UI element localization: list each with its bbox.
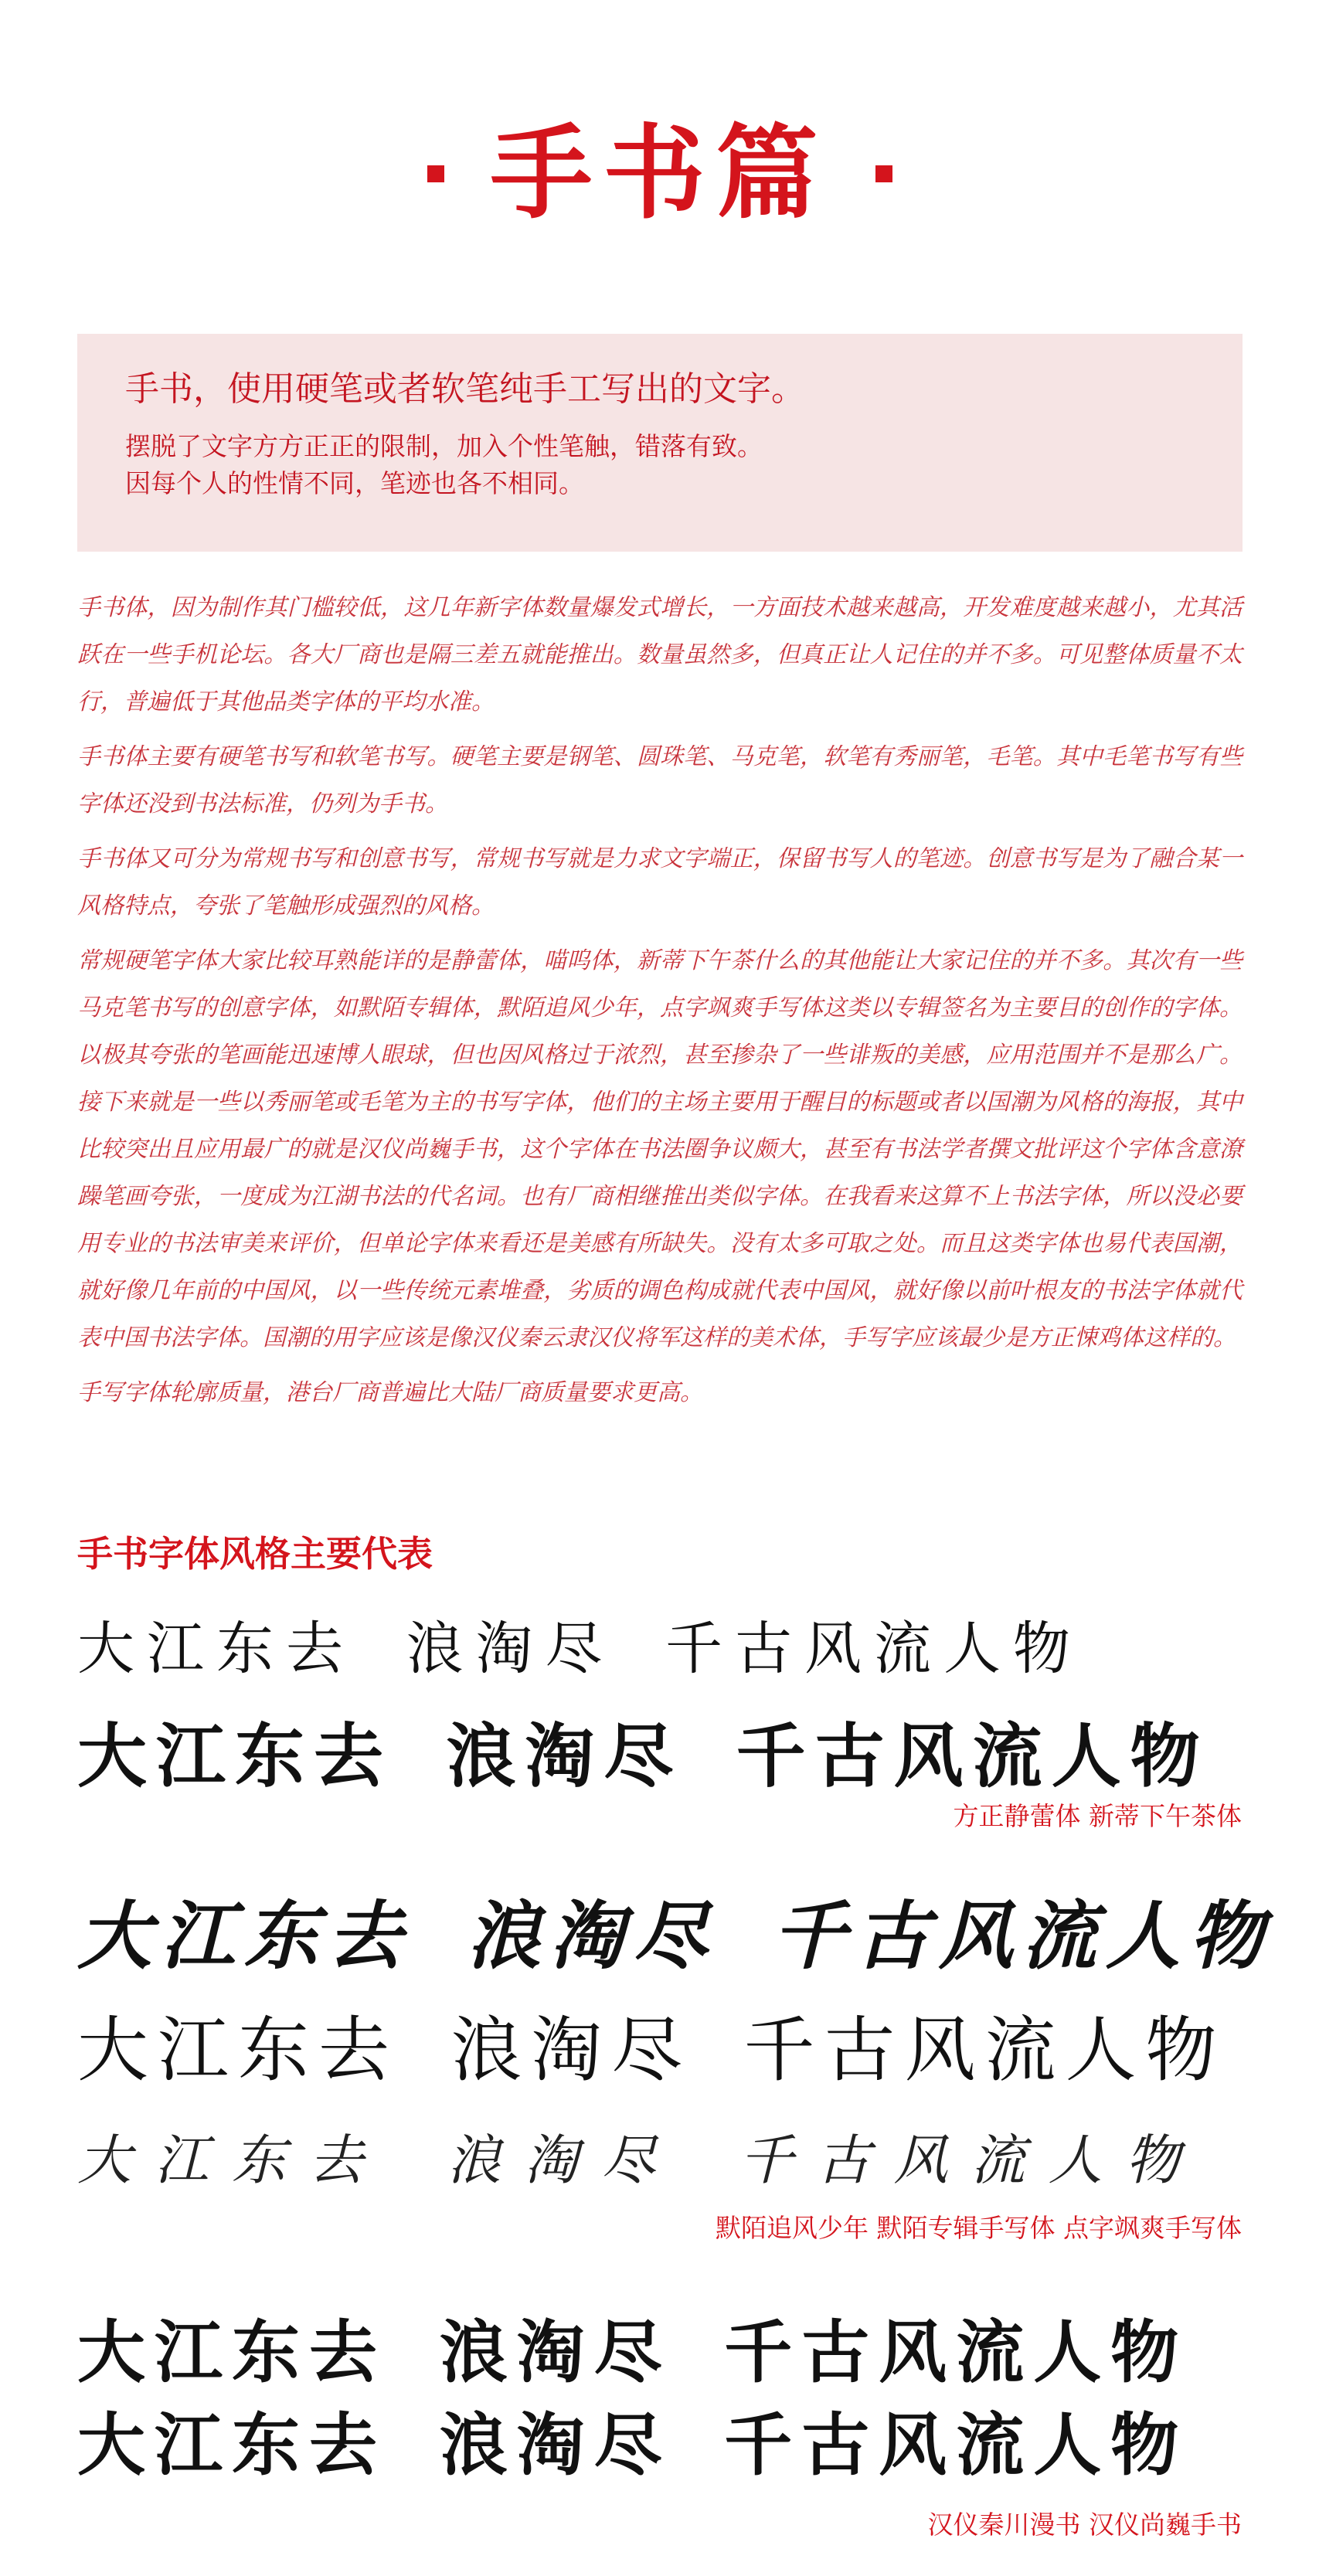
font-caption-group-2: 默陌追风少年 默陌专辑手写体 点字飒爽手写体 <box>716 2213 1242 2243</box>
font-sample-shangwei: 大江东去 浪淘尽 千古风流人物 <box>77 2405 1188 2485</box>
body-paragraph-3: 手书体又可分为常规书写和创意书写，常规书写就是力求文字端正，保留书写人的笔迹。创意书写是为了融合某一风格特点，夸张了笔触形成强烈的风格。 <box>77 845 1243 919</box>
font-sample-jinglei: 大江东去 浪淘尽 千古风流人物 <box>77 1616 1083 1682</box>
intro-box <box>77 334 1243 552</box>
title-right-dot <box>875 165 892 182</box>
intro-main-text: 手书，使用硬笔或者软笔纯手工写出的文字。 <box>125 369 805 409</box>
font-sample-dianzi-sashuang: 大江东去 浪淘尽 千古风流人物 <box>77 2129 1203 2192</box>
body-text <box>77 584 1243 1424</box>
page-title-row <box>0 116 1319 232</box>
title-left-dot <box>427 165 444 182</box>
body-paragraph-5: 手写字体轮廓质量，港台厂商普遍比大陆厂商质量要求更高。 <box>77 1379 703 1406</box>
font-caption-group-3: 汉仪秦川漫书 汉仪尚巍手书 <box>927 2510 1242 2540</box>
page-title: 手书篇 <box>490 114 829 233</box>
body-paragraph-2: 手书体主要有硬笔书写和软笔书写。硬笔主要是钢笔、圆珠笔、马克笔，软笔有秀丽笔，毛笔。其中毛笔书写有些字体还没到书法标准，仍列为手书。 <box>77 743 1243 817</box>
section-heading: 手书字体风格主要代表 <box>77 1533 433 1575</box>
font-sample-qinchuan: 大江东去 浪淘尽 千古风流人物 <box>77 2313 1188 2392</box>
font-caption-group-1: 方正静蕾体 新蒂下午茶体 <box>953 1801 1242 1831</box>
font-sample-momo-zhuifeng: 大江东去 浪淘尽 千古风流人物 <box>77 1893 1273 1980</box>
font-sample-momo-zhuanji: 大江东去 浪淘尽 千古风流人物 <box>77 2009 1226 2092</box>
intro-sub-line-2: 因每个人的性情不同，笔迹也各不相同。 <box>125 468 584 498</box>
body-paragraph-1: 手书体，因为制作其门槛较低，这几年新字体数量爆发式增长，一方面技术越来越高，开发难度越来越小，尤其活跃在一些手机论坛。各大厂商也是隔三差五就能推出。数量虽然多，但真正让人记住的并不多。可见整体质量不太行，普遍低于其他品类字体的平均水准。 <box>77 594 1243 715</box>
body-paragraph-4: 常规硬笔字体大家比较耳熟能详的是静蕾体，喵呜体，新蒂下午茶什么的其他能让大家记住的并不多。其次有一些马克笔书写的创意字体，如默陌专辑体，默陌追风少年，点字飒爽手写体这类以专辑签名为主要目的创作的字体。以极其夸张的笔画能迅速博人眼球，但也因风格过于浓烈，甚至掺杂了一些诽叛的美感，应用范围并不是那么广。接下来就是一些以秀丽笔或毛笔为主的书写字体，他们的主场主要用于醒目的标题或者以国潮为风格的海报，其中比较突出且应用最广的就是汉仪尚巍手书，这个字体在书法圈争议颇大，甚至有书法学者撰文批评这个字体含意潦躁笔画夸张，一度成为江湖书法的代名词。也有厂商相继推出类似字体。在我看来这算不上书法字体，所以没必要用专业的书法审美来评价，但单论字体来看还是美感有所缺失。没有太多可取之处。而且这类字体也易代表国潮，就好像几年前的中国风，以一些传统元素堆叠，劣质的调色构成就代表中国风，就好像以前叶根友的书法字体就代表中国书法字体。国潮的用字应该是像汉仪秦云隶汉仪将军这样的美术体，手写字应该最少是方正悚鸡体这样的。 <box>77 947 1243 1351</box>
intro-sub-line-1: 摆脱了文字方方正正的限制，加入个性笔触，错落有致。 <box>125 431 763 461</box>
font-sample-xindi: 大江东去 浪淘尽 千古风流人物 <box>77 1715 1209 1797</box>
